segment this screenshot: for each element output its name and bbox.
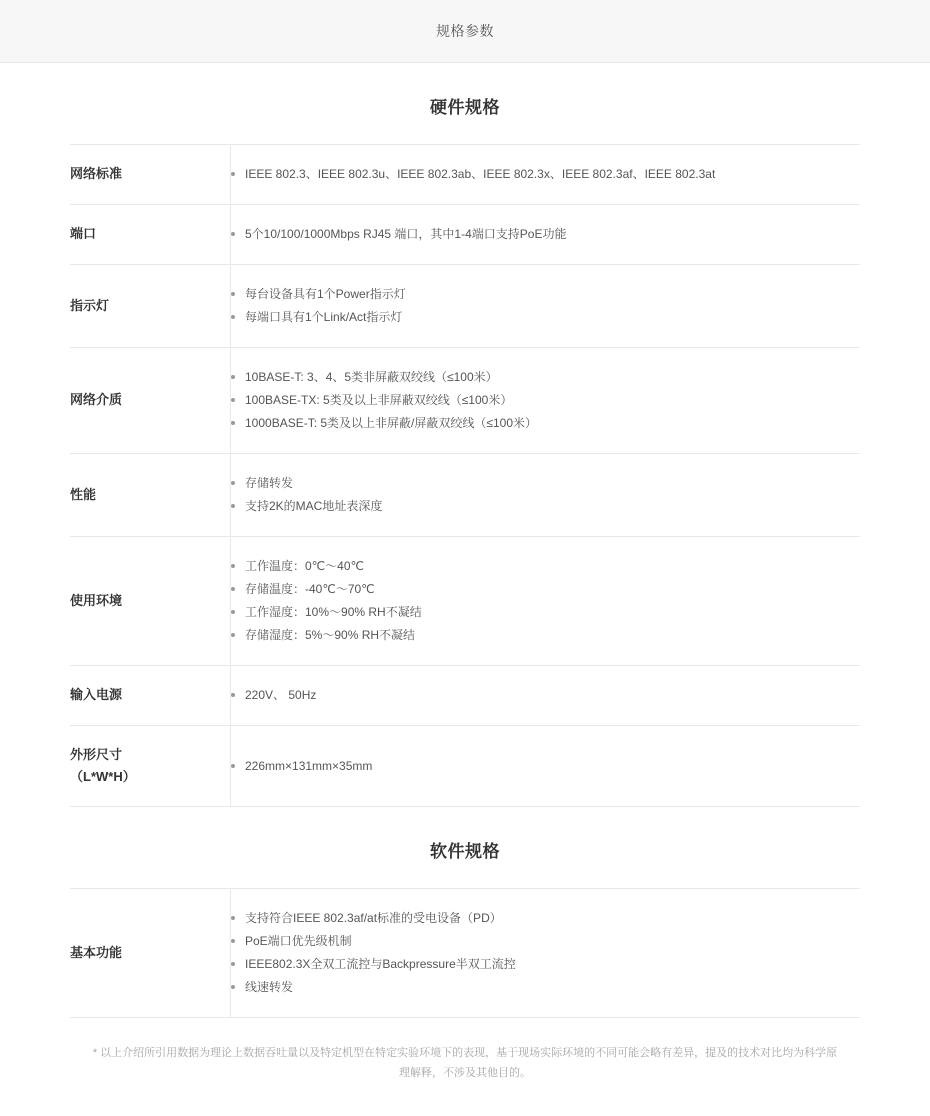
row-value bbox=[231, 205, 861, 265]
table-row bbox=[70, 145, 860, 205]
software-spec-table bbox=[70, 888, 860, 1018]
row-label: 指示灯 bbox=[70, 265, 231, 348]
list-item: 220V、 50Hz bbox=[231, 684, 860, 707]
section-title-software: 软件规格 bbox=[430, 842, 500, 862]
list-item: 5个10/100/1000Mbps RJ45 端口，其中1-4端口支持PoE功能 bbox=[231, 223, 860, 246]
list-item: 10BASE-T: 3、4、5类非屏蔽双绞线（≤100米） bbox=[231, 366, 860, 389]
footnote-star: * bbox=[92, 1047, 98, 1060]
footnote-text: 以上介绍所引用数据为理论上数据吞吐量以及特定机型在特定实验环境下的表现，基于现场实际环境的不同可能会略有差异，提及的技术对比均为科学原理解释，不涉及其他目的。 bbox=[100, 1047, 838, 1079]
table-row bbox=[70, 537, 860, 666]
section-title-hardware: 硬件规格 bbox=[430, 98, 500, 117]
list-item: 支持符合IEEE 802.3af/at标准的受电设备（PD） bbox=[231, 907, 860, 930]
page-title: 规格参数 bbox=[436, 23, 494, 39]
list-item: PoE端口优先级机制 bbox=[231, 930, 860, 953]
row-label: 网络标准 bbox=[70, 145, 231, 205]
list-item: 存储转发 bbox=[231, 472, 860, 495]
spec-content bbox=[0, 63, 930, 1018]
list-item: 100BASE-TX: 5类及以上非屏蔽双绞线（≤100米） bbox=[231, 389, 860, 412]
list-item: 工作湿度：10%～90% RH不凝结 bbox=[231, 601, 860, 624]
hardware-spec-table bbox=[70, 144, 860, 807]
row-value bbox=[231, 537, 861, 666]
value-list bbox=[231, 283, 860, 329]
table-row bbox=[70, 265, 860, 348]
table-row bbox=[70, 666, 860, 726]
list-item: IEEE 802.3、IEEE 802.3u、IEEE 802.3ab、IEEE 802.3x、IEEE 802.3af、IEEE 802.3at bbox=[231, 163, 860, 186]
row-label: 外形尺寸 （L*W*H） bbox=[70, 726, 231, 807]
page-header bbox=[0, 0, 930, 63]
row-label: 性能 bbox=[70, 454, 231, 537]
value-list bbox=[231, 755, 860, 778]
row-value bbox=[231, 726, 861, 807]
list-item: 1000BASE-T: 5类及以上非屏蔽/屏蔽双绞线（≤100米） bbox=[231, 412, 860, 435]
row-label: 端口 bbox=[70, 205, 231, 265]
bottom-spacer bbox=[0, 1106, 930, 1116]
list-item: 每端口具有1个Link/Act指示灯 bbox=[231, 306, 860, 329]
value-list bbox=[231, 223, 860, 246]
table-row bbox=[70, 205, 860, 265]
list-item: 存储湿度：5%～90% RH不凝结 bbox=[231, 624, 860, 647]
list-item: 工作温度：0℃～40℃ bbox=[231, 555, 860, 578]
row-label: 使用环境 bbox=[70, 537, 231, 666]
value-list bbox=[231, 472, 860, 518]
row-value bbox=[231, 265, 861, 348]
table-row bbox=[70, 726, 860, 807]
row-value bbox=[231, 889, 861, 1018]
footnote bbox=[0, 1018, 930, 1106]
value-list bbox=[231, 684, 860, 707]
list-item: 每台设备具有1个Power指示灯 bbox=[231, 283, 860, 306]
list-item: 226mm×131mm×35mm bbox=[231, 755, 860, 778]
value-list bbox=[231, 907, 860, 999]
table-row bbox=[70, 454, 860, 537]
row-label: 基本功能 bbox=[70, 889, 231, 1018]
value-list bbox=[231, 366, 860, 435]
row-value bbox=[231, 348, 861, 454]
list-item: 支持2K的MAC地址表深度 bbox=[231, 495, 860, 518]
row-value bbox=[231, 145, 861, 205]
value-list bbox=[231, 163, 860, 186]
row-value bbox=[231, 454, 861, 537]
table-row bbox=[70, 348, 860, 454]
list-item: 线速转发 bbox=[231, 976, 860, 999]
row-value bbox=[231, 666, 861, 726]
list-item: IEEE802.3X全双工流控与Backpressure半双工流控 bbox=[231, 953, 860, 976]
row-label: 网络介质 bbox=[70, 348, 231, 454]
value-list bbox=[231, 555, 860, 647]
table-row bbox=[70, 889, 860, 1018]
list-item: 存储温度：-40℃～70℃ bbox=[231, 578, 860, 601]
row-label: 输入电源 bbox=[70, 666, 231, 726]
